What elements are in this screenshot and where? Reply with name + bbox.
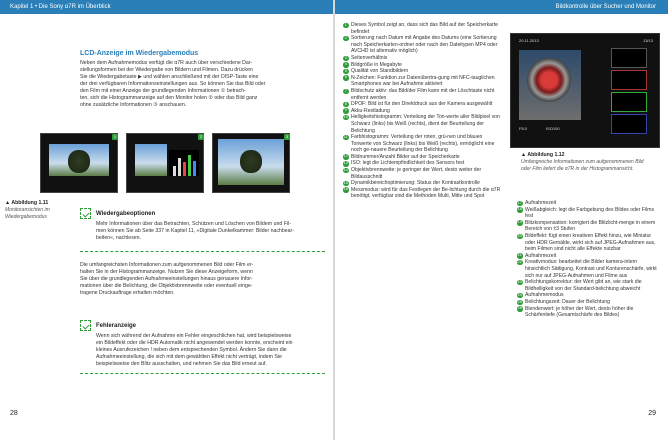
number-badge: 5: [344, 68, 347, 73]
body-line: mationen über die Belichtung, die Objektivbrennweite oder eventuell einge-: [80, 283, 253, 289]
display-counter: 13/13: [642, 38, 653, 43]
monitor-screenshot-basic: [40, 133, 118, 193]
figure-label: ▲ Abbildung 1.11: [5, 200, 49, 206]
legend-list-b: [517, 200, 662, 319]
intro-line: Neben dem Aufnahmemodus verfügt die α7R auch über verschiedene Dar-: [80, 60, 253, 66]
page-number: 29: [648, 410, 656, 417]
monitor-screenshot-plain: [212, 133, 290, 193]
legend-text: N-Zeichen: Funktion zur Datenübertra-gung mit NFC-tauglichen Smartphones war bei Aufnahme aktiviert: [351, 74, 495, 88]
intro-line: Sie die Wiedergabetaste ▶ und wählen anschließend mit der DISP-Taste eine: [80, 74, 259, 80]
luminance-histogram: [611, 48, 647, 68]
number-badge: 11: [343, 134, 348, 139]
legend-text: Blendenwert: je höher der Wert, desto höher die Schärfentiefe (Gesamtschärfe des Bildes): [525, 305, 634, 319]
number-badge: 21: [517, 253, 522, 258]
left-page: [0, 0, 333, 440]
number-badge: 4: [344, 62, 347, 67]
figure-caption: [521, 159, 666, 172]
tip-check-icon: [80, 208, 91, 219]
tip-line: Aufnahmeeinstellung, die sich mit dem gewählten Effekt nicht verträgt, indem Sie: [96, 354, 282, 360]
number-badge: 19: [517, 220, 522, 225]
tip-line: kleines Ausrufezeichen ! neben dem entsprechenden Symbol. Ändern Sie dann die: [96, 347, 287, 353]
legend-item: [343, 167, 503, 180]
number-badge: 17: [517, 200, 522, 205]
legend-item: [517, 220, 662, 233]
display-fstop: F8.0: [519, 126, 528, 131]
legend-item: [343, 114, 503, 134]
number-badge: 1: [344, 22, 347, 27]
tip-body: [96, 333, 326, 368]
legend-text: Weißabgleich: legt die Farbgebung des Bildes oder Films fest: [525, 206, 655, 220]
histogram-display-figure: [510, 33, 660, 148]
intro-paragraph: [80, 60, 325, 109]
number-badge: 16: [343, 187, 348, 192]
legend-text: Messmodus: wird für das Festlegen der Be-lichtung durch die α7R benötigt, verfügbar sind die Methoden Multi, Mitte und Spot: [351, 186, 501, 200]
legend-text: Akku-Restladung: [351, 107, 390, 114]
legend-item: [517, 200, 662, 207]
tip-title: Wiedergabeoptionen: [96, 211, 156, 217]
tip-title: Fehleranzeige: [96, 323, 137, 329]
red-histogram: [611, 70, 647, 90]
monitor-screenshot-histogram: [126, 133, 204, 193]
legend-text: Bildschutz aktiv: das Bild/der Film kann mit der Löschtaste nicht entfernt werden: [351, 87, 495, 101]
caption-line: oder Film liefert die α7R in der Histogrammansicht.: [521, 165, 634, 172]
number-badge: 26: [517, 306, 522, 311]
photo-thumbnail: [135, 144, 167, 176]
legend-text: Qualität von Standbildern: [351, 68, 409, 75]
figure-caption: [5, 207, 75, 220]
tip-line: men können Sie ab Seite 337 in Kapitel 11, »Digitale Dunkelkammer: Bilder nachbear-: [96, 228, 295, 234]
legend-text: Aufnahmezeit: [525, 200, 557, 206]
legend-item: [343, 108, 503, 115]
legend-text: Helligkeitshistogramm: Verteilung der Ton-werte aller Bildpixel von Schwarz (links) bis Weiß (rechts), dient der Beurteilung der Belichtung: [351, 114, 500, 134]
lens-photo: [527, 58, 571, 102]
page-number: 28: [10, 410, 18, 417]
number-badge: 12: [343, 154, 348, 159]
legend-text: Seitenverhältnis: [351, 54, 388, 61]
number-badge: 23: [517, 279, 522, 284]
legend-item: [343, 160, 503, 167]
left-running-header: Kapitel 1 • Die Sony α7R im Überblick: [0, 0, 333, 14]
number-badge: 10: [343, 114, 348, 119]
legend-list-a: [343, 22, 503, 200]
blue-histogram: [611, 114, 647, 134]
display-date: 20.11.2013: [519, 38, 539, 43]
caption-line: Monitoransichten im: [5, 207, 50, 213]
caption-line: Umfangreiche Informationen zum aufgenommenen Bild: [521, 159, 644, 165]
badge-1: 1: [113, 134, 117, 139]
number-badge: 13: [343, 161, 348, 166]
legend-text: Bildeffekt: fügt einen kreativen Effekt hinzu, wie Miniatur oder HDR Gemälde, wirkt sich auf JPEG-Aufnahmen aus, beim Filmen sind nicht alle Effekte nutzbar: [525, 232, 656, 253]
section-title: LCD-Anzeige im Wiedergabemodus: [80, 50, 199, 57]
number-badge: 2: [344, 35, 347, 40]
caption-line: Wiedergabemodus: [5, 213, 47, 220]
legend-text: DPOF: Bild ist für den Direktdruck aus der Kamera ausgewählt: [351, 101, 493, 108]
badge-2: 2: [199, 134, 203, 139]
legend-text: Blitzkompensation: korrigiert die Blitzlicht-menge in einem Bereich von ±3 Stufen: [525, 219, 656, 233]
histogram-panel: [169, 150, 199, 176]
tip-body: [96, 221, 326, 242]
legend-item: [517, 292, 662, 299]
body-line: halten Sie in der Histogrammanzeige. Nutzen Sie diese Anzeigeform, wenn: [80, 269, 253, 275]
tip-line: beispielsweise den Blitz ausschalten, und nehmen Sie das Bild erneut auf.: [96, 361, 267, 367]
legend-item: [343, 187, 503, 200]
legend-item: [343, 22, 503, 35]
tip-line: ein Bildeffekt oder die HDR Automatik nicht angewendet werden konnte, erscheint ein: [96, 340, 293, 346]
green-histogram: [611, 92, 647, 112]
intro-line: der drei verfügbaren Informationseinstellungen aus. So können Sie das Bild oder: [80, 81, 266, 87]
right-running-header: Bildkontrolle über Sucher und Monitor: [335, 0, 668, 14]
legend-text: Belichtungskorrektur: der Wert gibt an, wie stark die Bildhelligkeit von der Standard-belichtung abweicht: [525, 279, 642, 292]
warning-check-icon: [80, 320, 91, 331]
badge-3: 3: [285, 134, 289, 139]
tree-silhouette: [240, 150, 263, 173]
legend-text: Dieses Symbol zeigt an, dass sich das Bild auf der Speicherkarte befindet: [351, 22, 498, 35]
legend-text: Aufnahmemodus: [525, 292, 564, 299]
legend-text: Belichtungszeit: Dauer der Belichtung: [525, 298, 610, 305]
legend-item: [343, 62, 503, 69]
number-badge: 6: [344, 75, 347, 80]
legend-item: [343, 75, 503, 88]
tip-line: Wenn sich während der Aufnahme ein Fehler eingeschlichen hat, wird beispielsweise: [96, 333, 292, 339]
legend-item: [343, 180, 503, 187]
tip-divider: [80, 251, 325, 252]
number-badge: 3: [344, 55, 347, 60]
tip-divider: [80, 373, 325, 374]
legend-item: [517, 306, 662, 319]
number-badge: 15: [343, 180, 348, 185]
number-badge: 8: [344, 101, 347, 106]
legend-item: [343, 134, 503, 154]
body-line: tragene Druckauftrage erhalten möchten.: [80, 290, 175, 296]
body-line: Die umfangreichsten Informationen zum aufgenommenen Bild oder Film er-: [80, 262, 254, 268]
legend-text: Sortierung nach Datum mit Angabe des Datums (eine Sortierung nach Speicherkarten-ordner oder nach den Dateitypen MP4 oder AVCHD ist alternativ möglich): [351, 35, 498, 55]
body-line: Sie über die grundlegenden Aufnahmeeinstellungen hinaus genauere Infor-: [80, 276, 253, 282]
legend-text: Aufnahmezeit: [525, 252, 557, 259]
legend-item: [517, 259, 662, 279]
histogram-paragraph: [80, 262, 325, 297]
right-page: [335, 0, 668, 440]
intro-line: stellungsformen bei der Wiedergabe von Bildern und Filmen. Dazu drücken: [80, 67, 253, 73]
tip-line: beiten«, nachlesen.: [96, 235, 141, 241]
legend-item: [343, 154, 503, 161]
legend-item: [343, 101, 503, 108]
legend-item: [517, 207, 662, 220]
legend-item: [517, 233, 662, 253]
legend-item: [343, 88, 503, 101]
legend-item: [517, 253, 662, 260]
legend-text: Objektivbrennweite: je geringer der Wert, desto weiter der Bildausschnitt: [351, 167, 482, 180]
display-iso: ISO100: [546, 126, 560, 131]
legend-item: [343, 35, 503, 55]
intro-line: den Film mit einer Anzeige der grundlegenden Informationen ① betrach-: [80, 88, 246, 94]
number-badge: 25: [517, 299, 522, 304]
legend-item: [517, 299, 662, 306]
number-badge: 18: [517, 207, 522, 212]
legend-text: Farbhistogramm: Verteilung der roten, grü-nen und blauen Tonwerte von Schwarz (links) bis Weiß (rechts), ermöglicht eine noch ge-nauere Beurteilung der Belichtung: [351, 134, 495, 154]
figure-label: ▲ Abbildung 1.12: [521, 152, 565, 158]
legend-text: Kreativmodus: bearbeitet die Bilder kamera-intern hinsichtlich Sättigung, Kontrast und Konturenschärfe, wirkt sich nur auf JPEG-Aufnahmen und Filme aus: [525, 259, 657, 279]
intro-line: ohne zusätzliche Informationen ③ anschauen.: [80, 102, 187, 108]
tree-silhouette: [68, 150, 91, 173]
legend-text: Bildgröße in Megabyte: [351, 61, 402, 68]
legend-item: [343, 55, 503, 62]
legend-text: Bildnummer/Anzahl Bilder auf der Speicherkarte: [351, 153, 460, 160]
legend-item: [343, 68, 503, 75]
intro-line: ten, sich die Histogrammanzeige auf den Monitor holen ② oder das Bild ganz: [80, 95, 258, 101]
number-badge: 7: [344, 88, 347, 93]
tip-line: Mehr Informationen über das Betrachten, Schützen und Löschen von Bildern und Fil-: [96, 221, 291, 227]
legend-text: Dynamikbereichoptimierung: Status der Kontrastkontrolle: [351, 180, 480, 187]
legend-text: ISO: legt die Lichtempfindlichkeit des Sensors fest: [351, 160, 465, 167]
number-badge: 20: [517, 233, 522, 238]
number-badge: 14: [343, 167, 348, 172]
number-badge: 24: [517, 292, 522, 297]
number-badge: 9: [344, 108, 347, 113]
legend-item: [517, 279, 662, 292]
number-badge: 22: [517, 259, 522, 264]
